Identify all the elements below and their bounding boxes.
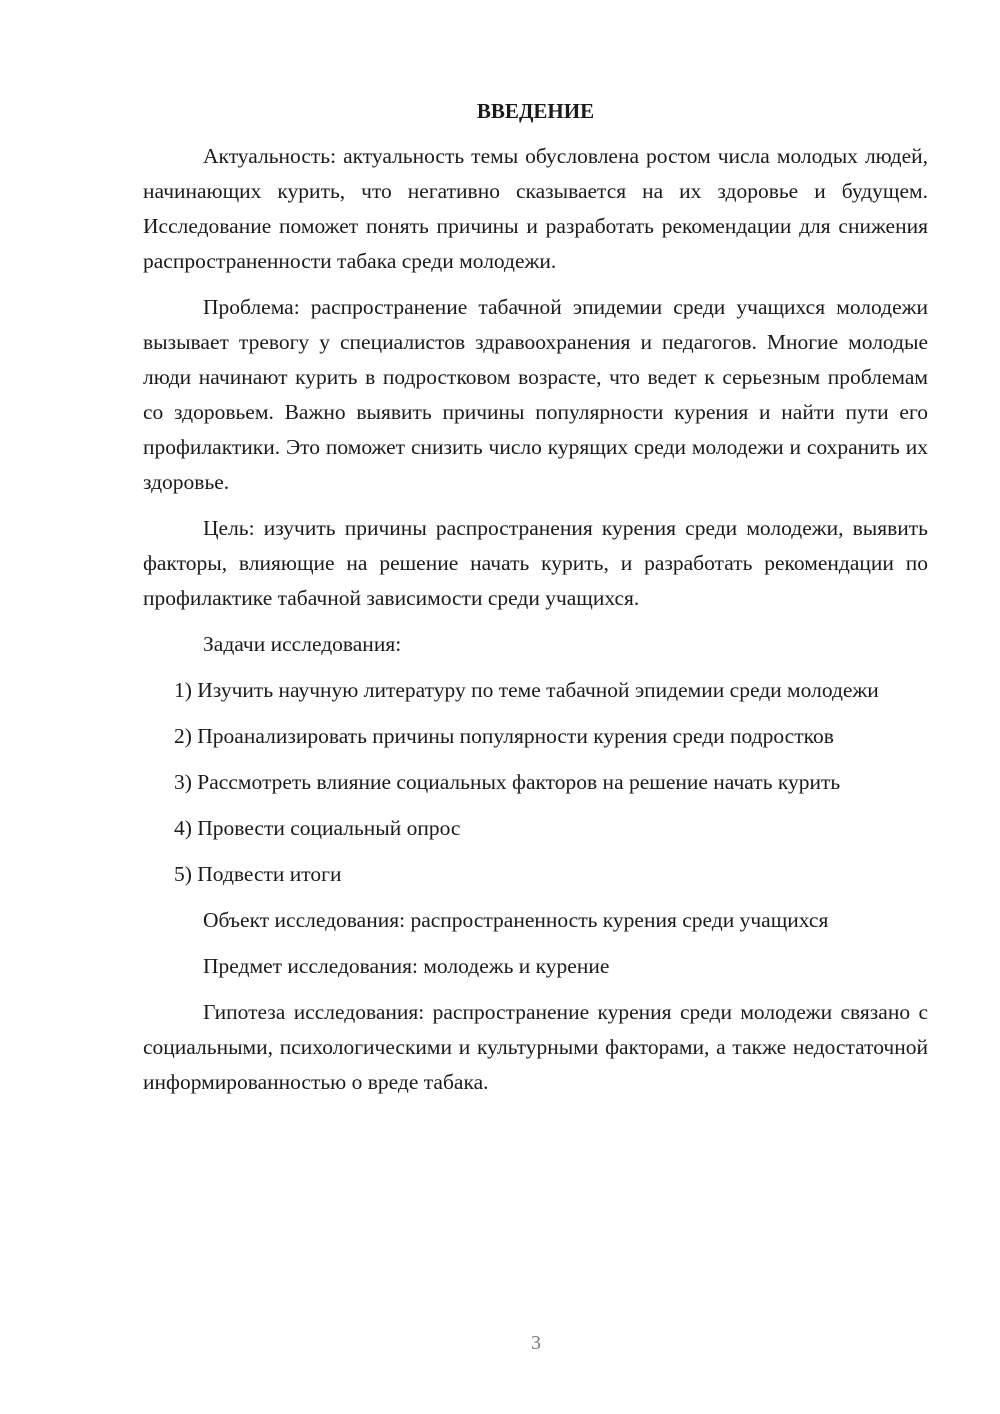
task-item-3: 3) Рассмотреть влияние социальных факторов на решение начать курить	[174, 770, 841, 794]
task-item-5: 5) Подвести итоги	[174, 862, 342, 886]
task-item-4: 4) Провести социальный опрос	[174, 816, 461, 840]
relevance-paragraph: Актуальность: актуальность темы обусловлена ростом числа молодых людей, начинающих курить, что негативно сказывается на их здоровье и будущем. Исследование поможет понять причины и разработать рекомендации для снижения распространенности табака среди молодежи.	[143, 144, 928, 273]
task-item-1: 1) Изучить научную литературу по теме табачной эпидемии среди молодежи	[174, 678, 879, 702]
research-object: Объект исследования: распространенность курения среди учащихся	[203, 908, 829, 932]
task-item-2: 2) Проанализировать причины популярности курения среди подростков	[174, 724, 834, 748]
section-title: ВВЕДЕНИЕ	[476, 99, 595, 123]
problem-paragraph: Проблема: распространение табачной эпидемии среди учащихся молодежи вызывает тревогу у специалистов здравоохранения и педагогов. Многие молодые люди начинают курить в подростковом возрасте, что ведет к серьезным проблемам со здоровьем. Важно выявить причины популярности курения и найти пути его профилактики. Это поможет снизить число курящих среди молодежи и сохранить их здоровье.	[143, 295, 928, 494]
research-subject: Предмет исследования: молодежь и курение	[203, 954, 610, 978]
page-number: 3	[531, 1332, 541, 1354]
hypothesis-paragraph: Гипотеза исследования: распространение курения среди молодежи связано с социальными, психологическими и культурными факторами, а также недостаточной информированностью о вреде табака.	[143, 1000, 928, 1094]
document-body	[143, 98, 928, 1111]
goal-paragraph: Цель: изучить причины распространения курения среди молодежи, выявить факторы, влияющие на решение начать курить, и разработать рекомендации по профилактике табачной зависимости среди учащихся.	[143, 516, 928, 610]
tasks-heading: Задачи исследования:	[203, 632, 402, 656]
